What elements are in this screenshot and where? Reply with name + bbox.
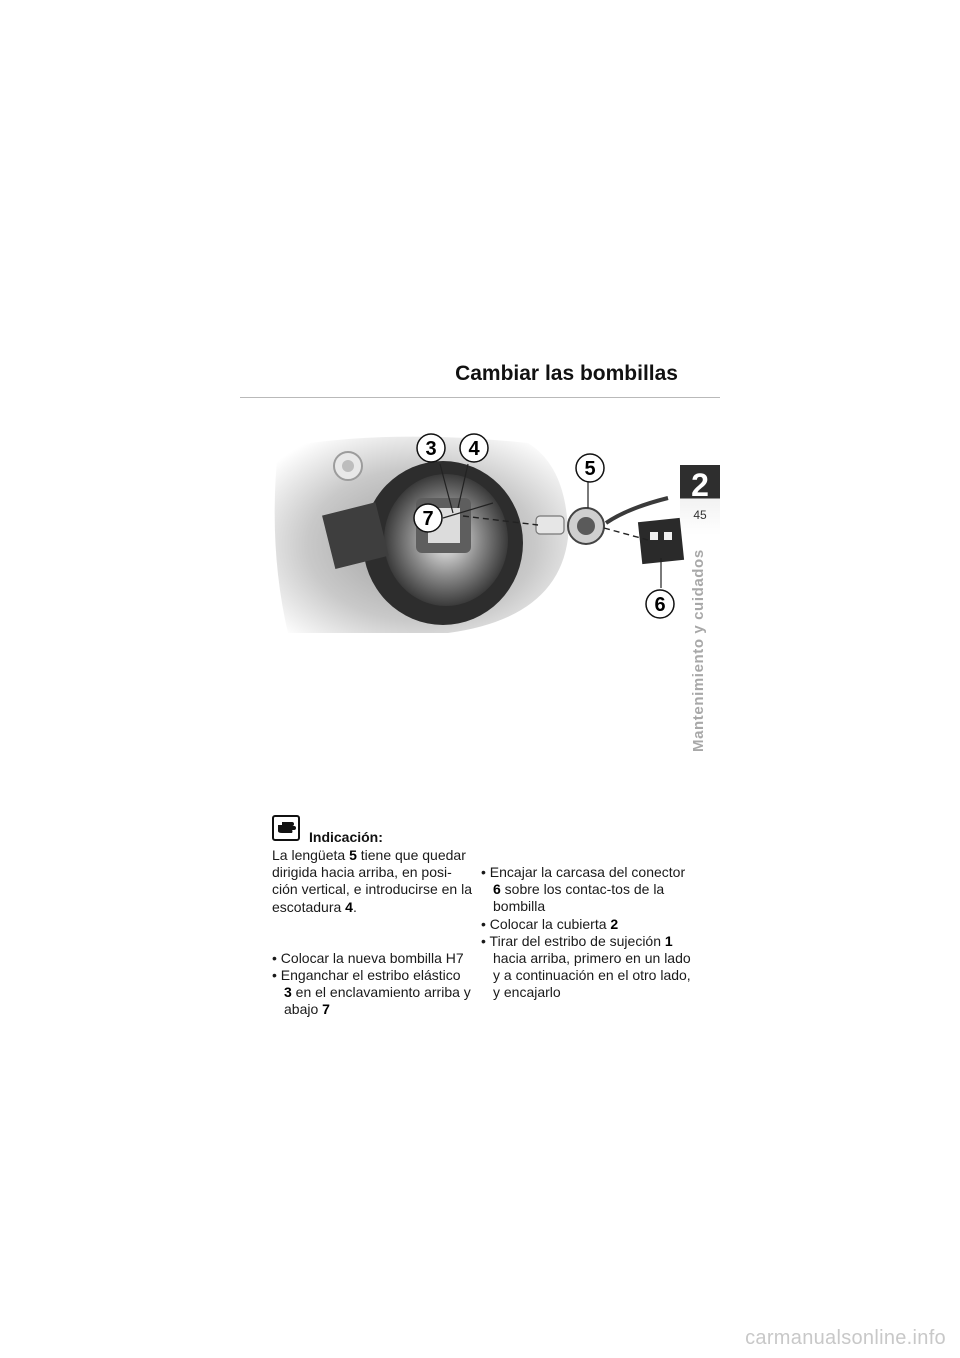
callout-6 — [646, 590, 674, 618]
callout-4-label: 4 — [468, 438, 480, 460]
page-number: 45 — [693, 508, 707, 522]
callout-6-label: 6 — [654, 594, 666, 616]
pointing-hand-note-icon — [272, 815, 300, 841]
page-title: Cambiar las bombillas — [455, 362, 678, 385]
callout-4 — [460, 434, 488, 462]
callout-5-label: 5 — [584, 458, 596, 480]
section-side-label: Mantenimiento y cuidados — [690, 549, 707, 752]
connector-housing — [638, 518, 684, 564]
callout-3-label: 3 — [425, 438, 437, 460]
left-column — [272, 847, 472, 1019]
right-column — [481, 864, 691, 1002]
callout-3 — [417, 434, 445, 462]
step-fit-cover: • Colocar la cubierta 2 — [481, 915, 619, 932]
note-text: La lengüeta 5 tiene que quedar dirigida hacia arriba, en posi-ción vertical, e introducirse en la escotadura 4. — [272, 847, 472, 915]
headlight-bulb-illustration — [268, 428, 688, 638]
callout-5 — [576, 454, 604, 482]
step-insert-bulb: • Colocar la nueva bombilla H7 — [272, 949, 464, 966]
step-fit-connector: • Encajar la carcasa del conector 6 sobre los contac-tos de la bombilla — [481, 864, 686, 915]
callout-7 — [414, 504, 442, 532]
note-heading: Indicación: — [309, 829, 383, 845]
chapter-number: 2 — [691, 467, 709, 503]
title-divider — [240, 397, 720, 398]
callout-7-label: 7 — [422, 508, 434, 530]
step-hook-clip: • Enganchar el estribo elástico 3 en el enclavamiento arriba y abajo 7 — [272, 967, 471, 1018]
watermark: carmanualsonline.info — [745, 1327, 946, 1349]
step-pull-retaining-clip: • Tirar del estribo de sujeción 1 hacia arriba, primero en un lado y a continuación en el otro lado, y encajarlo — [481, 932, 691, 1001]
